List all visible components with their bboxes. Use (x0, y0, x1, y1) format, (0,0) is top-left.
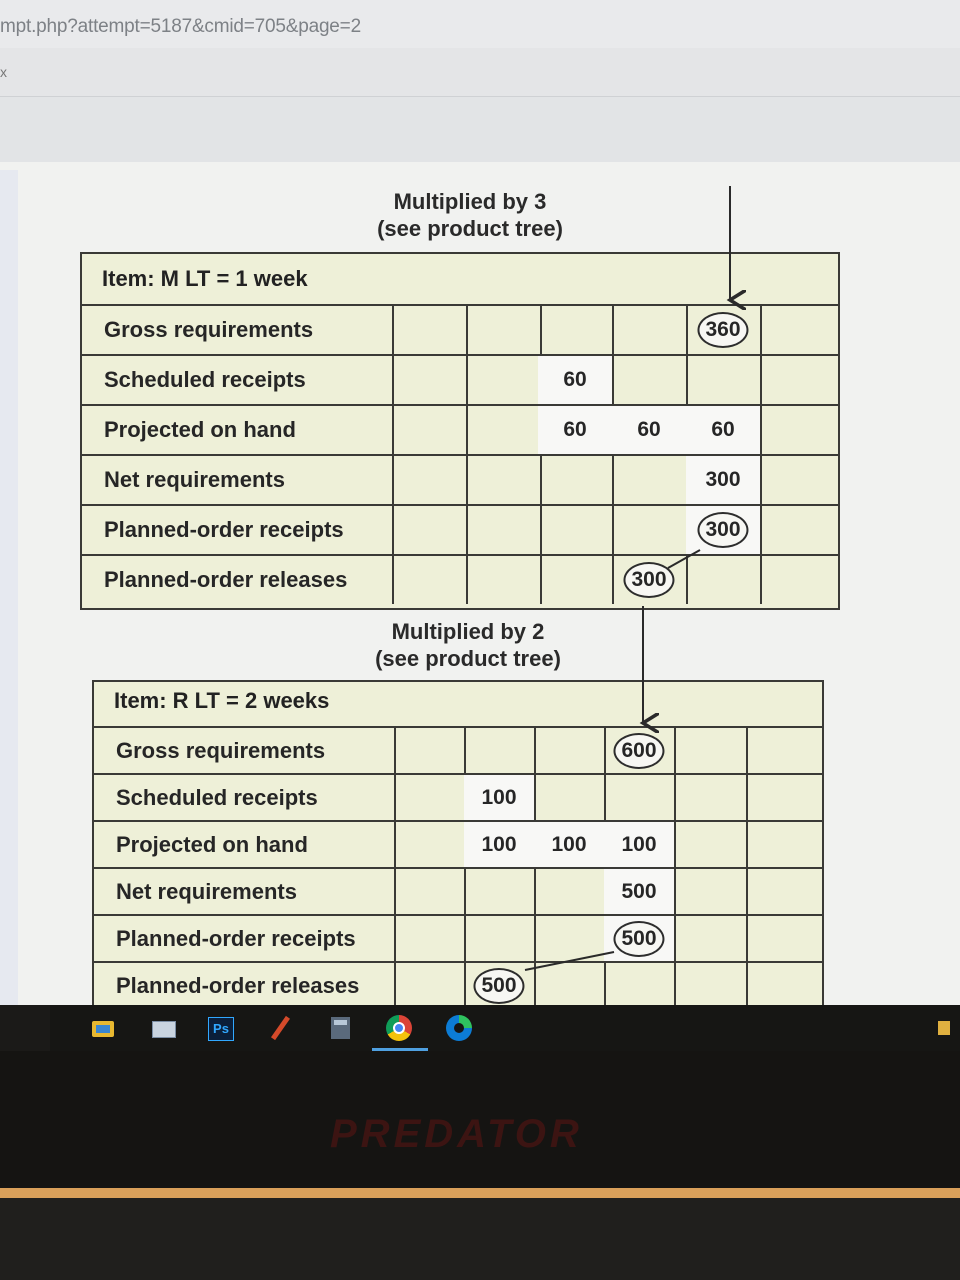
row-label-text: Planned-order releases (116, 972, 360, 998)
laptop-edge (0, 1188, 960, 1198)
photoshop-label: Ps (208, 1017, 234, 1041)
photoshop-icon[interactable] (208, 1015, 234, 1041)
cell-value: 100 (481, 785, 517, 809)
paint-icon[interactable] (268, 1015, 294, 1041)
chrome-icon[interactable] (386, 1015, 412, 1041)
cell-value: 60 (563, 418, 587, 441)
file-explorer-icon[interactable] (90, 1015, 116, 1041)
cell-value: 360 (697, 312, 748, 348)
row-label-text: Projected on hand (104, 417, 296, 442)
photos-icon[interactable] (150, 1015, 176, 1041)
caption-mid-line1: Multiplied by 2 (391, 619, 545, 644)
row-label-text: Scheduled receipts (104, 367, 306, 392)
notification-icon[interactable] (934, 1015, 960, 1041)
close-icon[interactable]: x (0, 64, 7, 80)
cell-value: 300 (697, 512, 748, 548)
cell-value: 60 (711, 418, 735, 441)
arrow-r-receipt-to-release (525, 952, 614, 970)
cell-value: 500 (621, 879, 657, 903)
edge-icon[interactable] (446, 1015, 472, 1041)
item-label: Item: M LT = 1 week (102, 266, 308, 291)
brand-logo: PREDATOR (330, 1112, 583, 1156)
cell-value: 500 (473, 968, 524, 1004)
row-label-text: Net requirements (104, 467, 285, 492)
row-label-text: Net requirements (116, 878, 297, 904)
arrow-m-receipt-to-release (668, 550, 700, 568)
row-label-text: Planned-order releases (104, 567, 348, 592)
cell-value: 300 (705, 468, 741, 491)
taskbar (50, 1005, 960, 1051)
row-label-text: Planned-order receipts (104, 517, 344, 542)
calculator-icon[interactable] (328, 1015, 354, 1041)
cell-value: 600 (613, 733, 664, 769)
cell-value: 500 (613, 921, 664, 957)
cell-value: 100 (481, 832, 517, 856)
row-label-text: Gross requirements (116, 737, 326, 763)
row-label-text: Scheduled receipts (116, 784, 318, 810)
caption-mid-line2: (see product tree) (375, 646, 561, 671)
row-label-text: Planned-order receipts (116, 925, 356, 951)
caption-top-line1: Multiplied by 3 (393, 189, 547, 214)
cell-value: 300 (623, 562, 674, 598)
item-label: Item: R LT = 2 weeks (114, 688, 330, 713)
cell-value: 100 (551, 832, 587, 856)
url-text[interactable]: mpt.php?attempt=5187&cmid=705&page=2 (0, 16, 361, 37)
row-label-text: Projected on hand (116, 831, 308, 857)
cell-value: 60 (637, 418, 661, 441)
row-label-text: Gross requirements (104, 317, 314, 342)
cell-value: 100 (621, 832, 657, 856)
cell-value: 60 (563, 368, 587, 391)
caption-top-line2: (see product tree) (377, 216, 563, 241)
keyboard-deck (0, 1198, 960, 1280)
